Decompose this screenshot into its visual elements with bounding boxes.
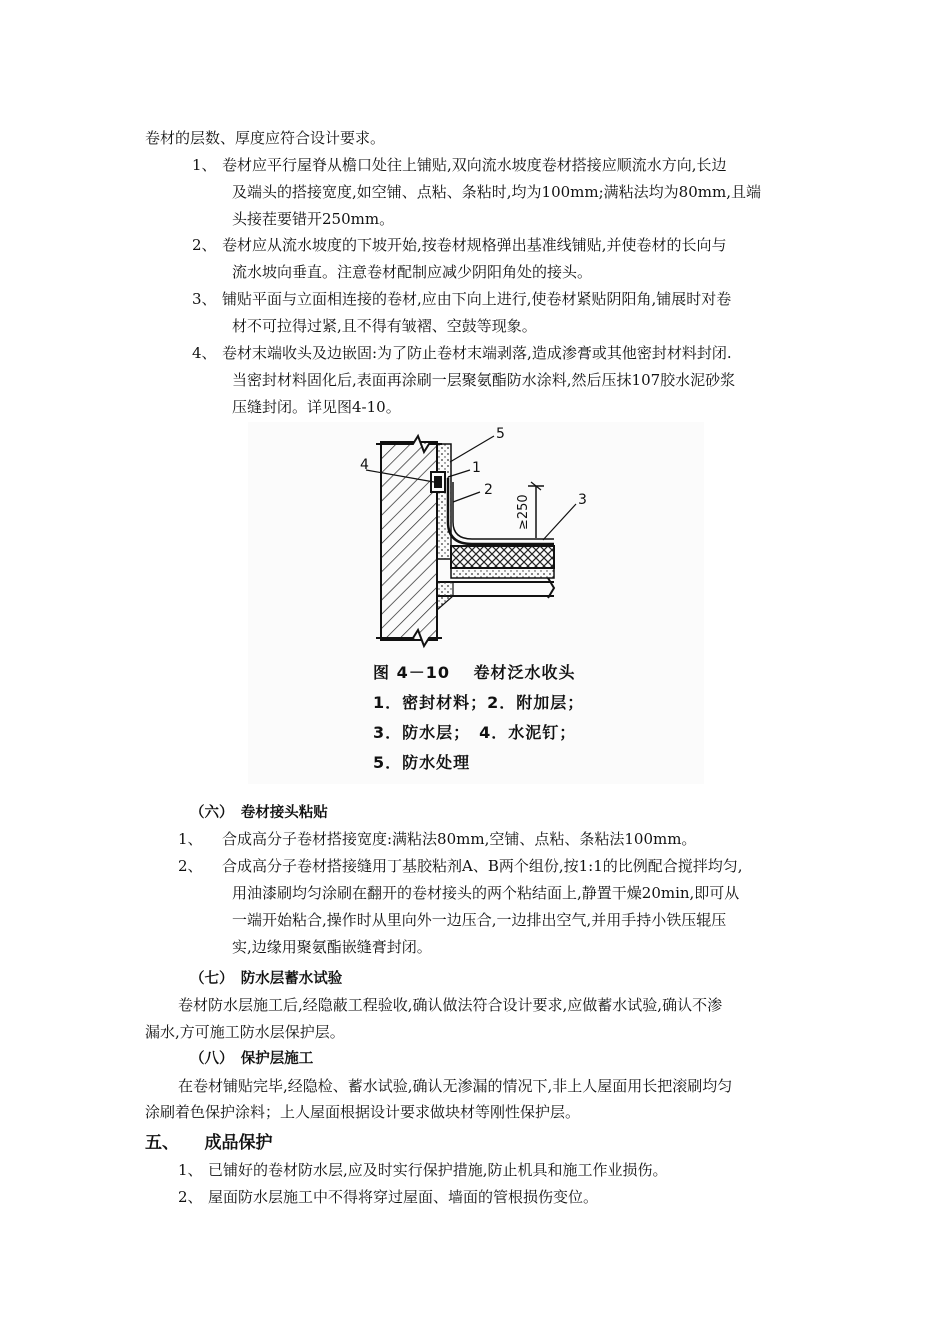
insulation-layer xyxy=(451,546,554,568)
paragraph-line: 在卷材铺贴完毕,经隐检、蓄水试验,确认无渗漏的情况下,非上人屋面用长把滚刷均匀 xyxy=(178,1077,733,1095)
item-number: 2、 xyxy=(178,857,203,875)
sealant xyxy=(434,476,442,488)
item-text: 已铺好的卷材防水层,应及时实行保护措施,防止机具和施工作业损伤。 xyxy=(208,1161,668,1179)
paragraph-line: 涂刷着色保护涂料；上人屋面根据设计要求做块材等刚性保护层。 xyxy=(145,1103,581,1121)
item-text: 材不可拉得过紧,且不得有皱褶、空鼓等现象。 xyxy=(232,317,537,335)
item-number: 1、 xyxy=(178,830,203,848)
item-number: 4、 xyxy=(192,344,217,362)
item-text: 用油漆刷均匀涂刷在翻开的卷材接头的两个粘结面上,静置干燥20min,即可从 xyxy=(232,884,740,902)
section-heading-6: （六） 卷材接头粘贴 xyxy=(190,805,328,821)
item-number: 2、 xyxy=(178,1188,203,1206)
label-3: 3 xyxy=(578,492,587,508)
brick-wall xyxy=(381,442,437,640)
item-number: 3、 xyxy=(192,290,217,308)
paragraph-line: 漏水,方可施工防水层保护层。 xyxy=(145,1023,345,1041)
figure-caption-line: 1．密封材料；2．附加层； xyxy=(373,693,585,712)
figure-caption-line: 3．防水层； 4．水泥钉； xyxy=(373,723,577,742)
item-text: 一端开始粘合,操作时从里向外一边压合,一边排出空气,并用手持小铁压辊压 xyxy=(232,911,727,929)
item-text: 及端头的搭接宽度,如空铺、点粘、条粘时,均为100mm;满粘法均为80mm,且端 xyxy=(232,183,761,201)
label-5: 5 xyxy=(496,426,505,442)
item-text: 铺贴平面与立面相连接的卷材,应由下向上进行,使卷材紧贴阴阳角,铺展时对卷 xyxy=(222,290,732,308)
item-text: 流水坡向垂直。注意卷材配制应减少阴阳角处的接头。 xyxy=(232,263,593,281)
flashing-detail-figure xyxy=(248,422,704,784)
figure-caption-title: 图 4－10 卷材泛水收头 xyxy=(373,663,576,682)
section-heading-8: （八） 保护层施工 xyxy=(190,1051,314,1067)
item-text: 合成高分子卷材搭接宽度:满粘法80mm,空铺、点粘、条粘法100mm。 xyxy=(222,830,697,848)
label-2: 2 xyxy=(484,482,493,498)
paragraph-line: 卷材防水层施工后,经隐蔽工程验收,确认做法符合设计要求,应做蓄水试验,确认不渗 xyxy=(178,996,723,1014)
item-number: 2、 xyxy=(192,236,217,254)
label-4: 4 xyxy=(360,457,369,473)
item-text: 卷材末端收头及边嵌固:为了防止卷材末端剥落,造成渗膏或其他密封材料封闭. xyxy=(222,344,732,362)
item-text: 压缝封闭。详见图4-10。 xyxy=(232,398,401,416)
section-heading-5: 五、 成品保护 xyxy=(145,1133,273,1153)
item-text: 实,边缘用聚氨酯嵌缝膏封闭。 xyxy=(232,938,432,956)
item-number: 1、 xyxy=(178,1161,203,1179)
dimension-label: ≥250 xyxy=(516,494,531,530)
item-text: 屋面防水层施工中不得将穿过屋面、墙面的管根损伤变位。 xyxy=(208,1188,599,1206)
item-text: 头接茬要错开250mm。 xyxy=(232,210,395,228)
figure-caption-line: 5．防水处理 xyxy=(373,753,471,772)
item-text: 合成高分子卷材搭接缝用丁基胶粘剂A、B两个组份,按1:1的比例配合搅拌均匀, xyxy=(222,857,743,875)
flashing-drawing xyxy=(248,422,704,662)
item-text: 卷材应从流水坡度的下坡开始,按卷材规格弹出基准线铺贴,并使卷材的长向与 xyxy=(222,236,727,254)
item-number: 1、 xyxy=(192,156,217,174)
item-text: 卷材应平行屋脊从檐口处往上铺贴,双向流水坡度卷材搭接应顺流水方向,长边 xyxy=(222,156,727,174)
section-heading-7: （七） 防水层蓄水试验 xyxy=(190,971,343,987)
item-text: 当密封材料固化后,表面再涂刷一层聚氨酯防水涂料,然后压抹107胶水泥砂浆 xyxy=(232,371,736,389)
screed-layer xyxy=(451,568,554,578)
intro-line: 卷材的层数、厚度应符合设计要求。 xyxy=(145,129,386,147)
label-1: 1 xyxy=(472,460,481,476)
waterproof-layer xyxy=(453,482,554,539)
